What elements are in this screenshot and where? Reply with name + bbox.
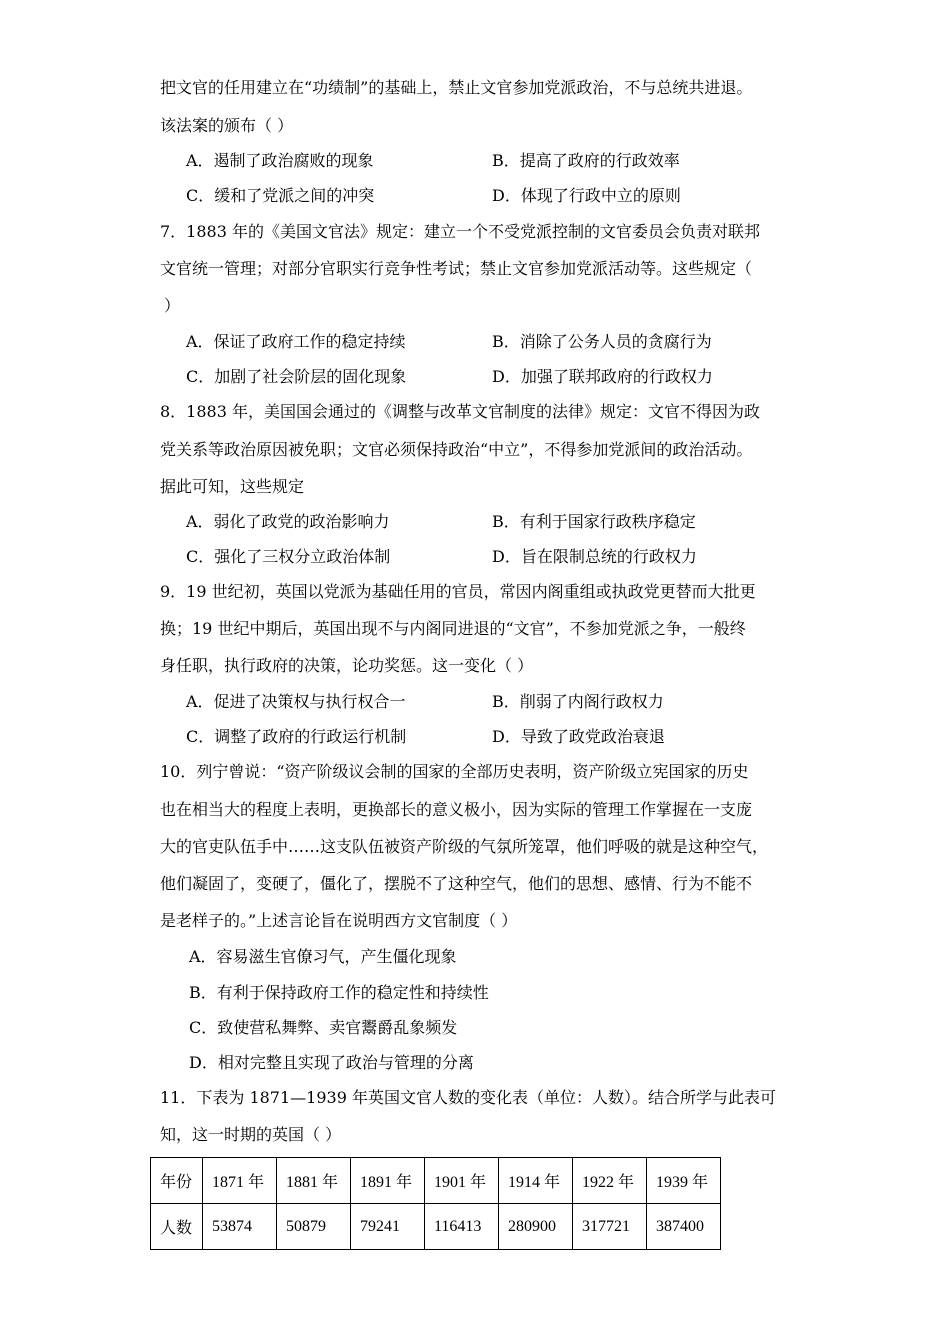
q9-stem-line-1: 9．19 世纪初，英国以党派为基础任用的官员，常因内阁重组或执政党更替而大批更 xyxy=(160,582,756,601)
table-cell-count: 53874 xyxy=(203,1204,277,1250)
q11-stem-line-1: 11．下表为 1871—1939 年英国文官人数的变化表（单位：人数）。结合所学与此表可 xyxy=(160,1088,776,1107)
q10-stem-line-3: 大的官吏队伍手中……这支队伍被资产阶级的气氛所笼罩，他们呼吸的就是这种空气， xyxy=(160,837,769,856)
q6-stem-line-1: 把文官的任用建立在“功绩制”的基础上，禁止文官参加党派政治，不与总统共进退。 xyxy=(160,78,753,97)
q8-stem-line-2: 党关系等政治原因被免职；文官必须保持政治“中立”，不得参加党派间的政治活动。 xyxy=(160,440,753,459)
q10-option-a[interactable]: A．容易滋生官僚习气，产生僵化现象 xyxy=(189,947,457,966)
table-header-count: 人数 xyxy=(151,1204,203,1250)
q8-option-a[interactable]: A．弱化了政党的政治影响力 xyxy=(186,512,390,531)
q11-stem-line-2: 知，这一时期的英国（ ） xyxy=(160,1125,342,1144)
q6-option-d[interactable]: D．体现了行政中立的原则 xyxy=(492,186,681,205)
table-cell-count: 116413 xyxy=(425,1204,499,1250)
q7-stem-line-2: 文官统一管理；对部分官职实行竞争性考试；禁止文官参加党派活动等。这些规定（ xyxy=(160,259,753,278)
q9-option-b[interactable]: B．削弱了内阁行政权力 xyxy=(492,692,664,711)
table-cell-count: 280900 xyxy=(499,1204,573,1250)
q10-stem-line-1: 10．列宁曾说：“资产阶级议会制的国家的全部历史表明，资产阶级立宪国家的历史 xyxy=(160,762,749,781)
table-cell-year: 1922 年 xyxy=(573,1158,647,1204)
q7-option-d[interactable]: D．加强了联邦政府的行政权力 xyxy=(492,367,713,386)
q10-stem-line-5: 是老样子的。”上述言论旨在说明西方文官制度（ ） xyxy=(160,911,518,930)
q6-option-b[interactable]: B．提高了政府的行政效率 xyxy=(492,151,680,170)
civil-servant-count-table xyxy=(150,1157,721,1250)
table-cell-count: 50879 xyxy=(277,1204,351,1250)
q8-stem-line-1: 8．1883 年，美国国会通过的《调整与改革文官制度的法律》规定：文官不得因为政 xyxy=(160,402,760,421)
table-cell-year: 1871 年 xyxy=(203,1158,277,1204)
q7-option-c[interactable]: C．加剧了社会阶层的固化现象 xyxy=(186,367,407,386)
table-header-year: 年份 xyxy=(151,1158,203,1204)
q10-option-b[interactable]: B．有利于保持政府工作的稳定性和持续性 xyxy=(189,983,489,1002)
q7-option-a[interactable]: A．保证了政府工作的稳定持续 xyxy=(186,332,406,351)
q10-stem-line-4: 他们凝固了，变硬了，僵化了，摆脱不了这种空气，他们的思想、感情、行为不能不 xyxy=(160,874,753,893)
q8-option-b[interactable]: B．有利于国家行政秩序稳定 xyxy=(492,512,696,531)
q8-stem-line-3: 据此可知，这些规定 xyxy=(160,477,305,496)
q6-option-a[interactable]: A．遏制了政治腐败的现象 xyxy=(186,151,374,170)
q7-stem-line-1: 7．1883 年的《美国文官法》规定：建立一个不受党派控制的文官委员会负责对联邦 xyxy=(160,222,760,241)
table-row-count xyxy=(151,1204,721,1250)
q7-stem-line-3: ） xyxy=(164,296,181,315)
table-cell-count: 79241 xyxy=(351,1204,425,1250)
q9-option-a[interactable]: A．促进了决策权与执行权合一 xyxy=(186,692,406,711)
q9-option-d[interactable]: D．导致了政党政治衰退 xyxy=(492,727,665,746)
q9-option-c[interactable]: C．调整了政府的行政运行机制 xyxy=(186,727,407,746)
q6-option-c[interactable]: C．缓和了党派之间的冲突 xyxy=(186,186,375,205)
table-cell-count: 317721 xyxy=(573,1204,647,1250)
q8-option-c[interactable]: C．强化了三权分立政治体制 xyxy=(186,547,391,566)
q10-option-c[interactable]: C．致使营私舞弊、卖官鬻爵乱象频发 xyxy=(189,1018,458,1037)
q10-option-d[interactable]: D．相对完整且实现了政治与管理的分离 xyxy=(189,1053,474,1072)
q7-option-b[interactable]: B．消除了公务人员的贪腐行为 xyxy=(492,332,712,351)
table-row-year xyxy=(151,1158,721,1204)
table-cell-year: 1881 年 xyxy=(277,1158,351,1204)
table-cell-year: 1939 年 xyxy=(647,1158,721,1204)
q6-stem-line-2: 该法案的颁布（ ） xyxy=(160,116,294,135)
q10-stem-line-2: 也在相当大的程度上表明，更换部长的意义极小，因为实际的管理工作掌握在一支庞 xyxy=(160,800,753,819)
table-cell-year: 1901 年 xyxy=(425,1158,499,1204)
q9-stem-line-3: 身任职，执行政府的决策，论功奖惩。这一变化（ ） xyxy=(160,656,534,675)
table-cell-year: 1914 年 xyxy=(499,1158,573,1204)
table-cell-year: 1891 年 xyxy=(351,1158,425,1204)
table-cell-count: 387400 xyxy=(647,1204,721,1250)
q8-option-d[interactable]: D．旨在限制总统的行政权力 xyxy=(492,547,697,566)
q9-stem-line-2: 换；19 世纪中期后，英国出现不与内阁同进退的“文官”，不参加党派之争，一般终 xyxy=(160,619,746,638)
